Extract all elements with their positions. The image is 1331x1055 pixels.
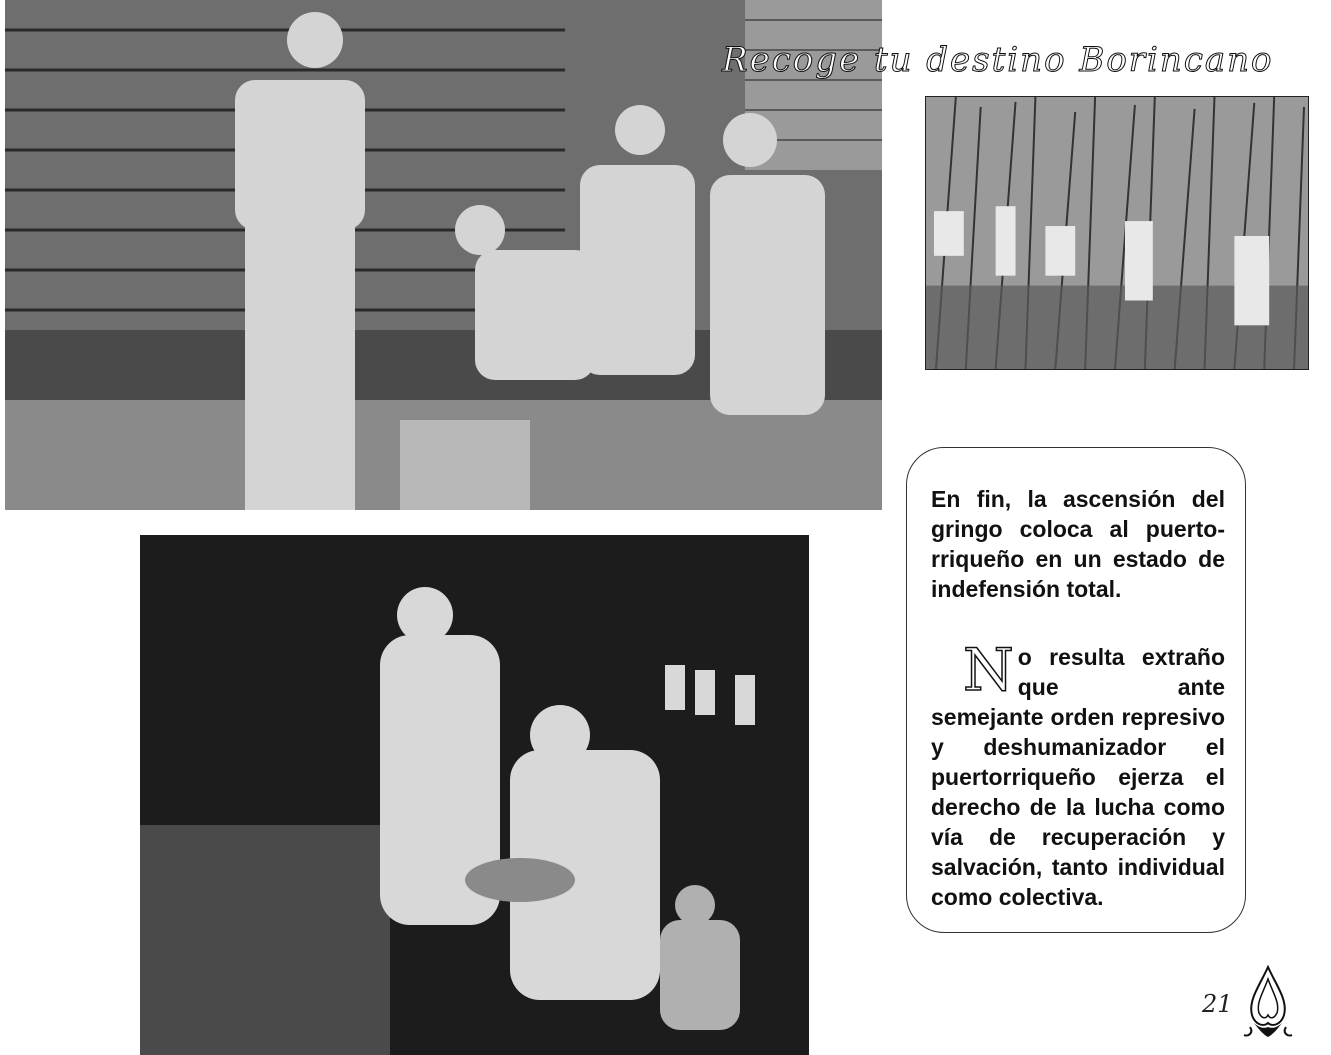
photo-sugar-cane-field bbox=[925, 96, 1309, 370]
flame-ornament-icon bbox=[1240, 965, 1296, 1040]
page-number: 21 bbox=[1202, 990, 1233, 1018]
paragraph-one: En fin, la ascensión del gringo coloca al puerto-rriqueño en un estado de indefensión total. bbox=[931, 486, 1225, 602]
quote-text-box bbox=[906, 447, 1246, 933]
photo-women-in-kitchen bbox=[140, 535, 809, 1055]
dropcap-letter: N bbox=[963, 636, 1014, 704]
paragraph-two bbox=[931, 636, 1225, 912]
page-header-title: Recoge tu destino Borincano bbox=[722, 40, 1274, 80]
paragraph-two-body: o resulta extraño que ante semejante orden represivo y deshumanizador el puertorriqueño ejerza el derecho de la lucha como vía de recuperación y salvación, tanto individual como colectiva. bbox=[931, 644, 1225, 910]
